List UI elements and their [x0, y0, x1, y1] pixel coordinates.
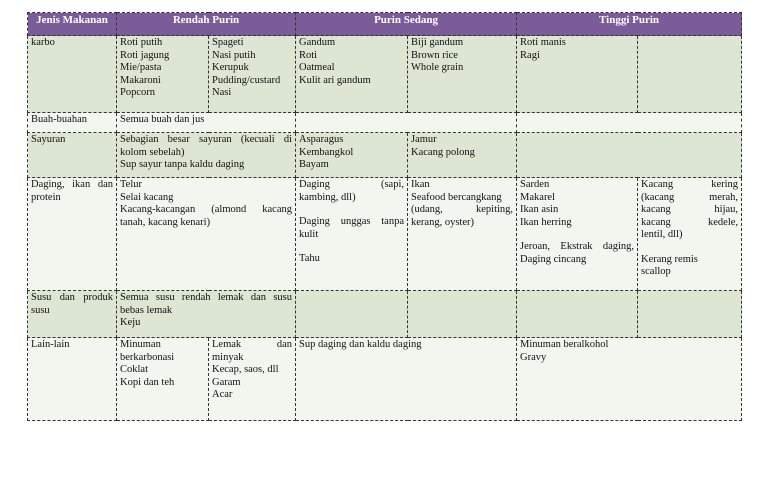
list-item: minyak — [212, 351, 244, 363]
list-item: Pudding/custard — [212, 74, 281, 86]
list-item: kulit — [299, 228, 319, 240]
list-item: Popcorn — [120, 87, 155, 98]
list-item: Gandum — [299, 37, 336, 48]
list-item: Acar — [212, 389, 233, 400]
list-item: Kacang-kacangan (almond kacang — [120, 204, 293, 215]
list-item: Minuman — [120, 339, 161, 350]
cell-susu-tinggi-2 — [638, 291, 742, 338]
row-label-line: susu — [31, 304, 50, 316]
cell-susu-sedang-1 — [296, 291, 408, 338]
list-item: Minuman beralkohol — [520, 339, 609, 350]
list-item: Daging cincang — [520, 253, 587, 265]
row-label-susu — [28, 291, 117, 338]
cell-karbo-tinggi-1 — [517, 36, 638, 113]
header-jenis-makanan: Jenis Makanan — [28, 13, 117, 36]
list-item: Kembangkol — [299, 146, 354, 158]
list-item: Nasi — [212, 87, 232, 98]
row-buah — [28, 113, 742, 133]
list-item: lentil, dll) — [641, 229, 683, 240]
row-label-line: protein — [31, 191, 61, 203]
cell-buah-rendah: Semua buah dan jus — [117, 113, 296, 133]
cell-sayuran-sedang-1 — [296, 133, 408, 178]
cell-buah-tinggi — [517, 113, 742, 133]
list-item: Ikan herring — [520, 216, 572, 228]
list-item: Mie/pasta — [120, 62, 162, 73]
list-item: Biji gandum — [411, 37, 464, 48]
list-item: Jeroan, Ekstrak daging, — [520, 241, 635, 252]
cell-daging-tinggi-2 — [638, 178, 742, 291]
list-item: Sebagian besar sayuran (kecuali di — [120, 134, 293, 145]
cell-karbo-rendah-1 — [117, 36, 209, 113]
list-item: Tahu — [299, 253, 320, 264]
row-label-buah: Buah-buahan — [28, 113, 117, 133]
row-label-karbo: karbo — [28, 36, 117, 113]
row-susu — [28, 291, 742, 338]
cell-daging-sedang-2 — [408, 178, 517, 291]
cell-daging-tinggi-1 — [517, 178, 638, 291]
cell-susu-sedang-2 — [408, 291, 517, 338]
row-label-lain: Lain-lain — [28, 338, 117, 421]
list-item: kacang kedele, — [641, 216, 739, 228]
list-item: scallop — [641, 266, 671, 277]
list-item: Asparagus — [299, 134, 344, 145]
list-item: kacang hijau, — [641, 204, 739, 215]
cell-daging-sedang-1 — [296, 178, 408, 291]
list-item: kambing, dll) — [299, 191, 356, 203]
row-sayuran — [28, 133, 742, 178]
list-item: (udang, kepiting, — [411, 204, 514, 215]
header-tinggi-purin: Tinggi Purin — [517, 13, 742, 36]
cell-karbo-rendah-2 — [209, 36, 296, 113]
cell-sayuran-tinggi — [517, 133, 742, 178]
list-item: kerang, oyster) — [411, 216, 474, 228]
list-item: Kacang kering — [641, 179, 739, 190]
list-item: Daging (sapi, — [299, 179, 405, 190]
list-item: Nasi putih — [212, 49, 256, 61]
list-item: Telur — [120, 179, 143, 190]
list-item: Kerang remis — [641, 253, 698, 265]
list-item: Lemak dan — [212, 339, 293, 350]
list-item: Bayam — [299, 159, 329, 170]
cell-karbo-sedang-2 — [408, 36, 517, 113]
header-rendah-purin: Rendah Purin — [117, 13, 296, 36]
list-item: Spageti — [212, 37, 244, 48]
cell-sayuran-rendah — [117, 133, 296, 178]
list-item: Whole grain — [411, 62, 464, 73]
row-karbo — [28, 36, 742, 113]
list-item: Garam — [212, 376, 241, 388]
cell-lain-sedang: Sup daging dan kaldu daging — [296, 338, 517, 421]
list-item: Makarel — [520, 191, 556, 203]
cell-karbo-tinggi-2 — [638, 36, 742, 113]
row-lain — [28, 338, 742, 421]
row-label-daging — [28, 178, 117, 291]
list-item: tanah, kacang kenari) — [120, 216, 211, 228]
cell-susu-rendah — [117, 291, 296, 338]
row-label-line: Susu dan produk — [31, 292, 113, 303]
list-item: (kacang merah, — [641, 191, 739, 203]
row-label-line: Daging, ikan dan — [31, 179, 113, 190]
list-item: berkarbonasi — [120, 351, 175, 363]
list-item: Kerupuk — [212, 62, 249, 73]
cell-karbo-sedang-1 — [296, 36, 408, 113]
list-item: Coklat — [120, 364, 148, 375]
list-item: Sarden — [520, 179, 550, 190]
list-item: Roti jagung — [120, 49, 170, 61]
list-item: Oatmeal — [299, 62, 335, 73]
list-item: Ikan asin — [520, 204, 559, 215]
list-item: Kecap, saos, dll — [212, 364, 279, 375]
list-item: Kacang polong — [411, 146, 475, 158]
list-item: kolom sebelah) — [120, 146, 185, 158]
list-item: Roti — [299, 49, 318, 61]
list-item: Sup sayur tanpa kaldu daging — [120, 159, 245, 170]
purine-table — [27, 12, 742, 421]
list-item: Kulit ari gandum — [299, 74, 371, 86]
cell-sayuran-sedang-2 — [408, 133, 517, 178]
list-item: Roti manis — [520, 37, 566, 48]
list-item: bebas lemak — [120, 304, 173, 316]
cell-lain-tinggi — [517, 338, 742, 421]
list-item: Semua susu rendah lemak dan susu — [120, 292, 293, 303]
list-item: Brown rice — [411, 49, 458, 61]
cell-lain-rendah-2 — [209, 338, 296, 421]
list-item: Ragi — [520, 49, 540, 61]
list-item: Roti putih — [120, 37, 163, 48]
list-item: Ikan — [411, 179, 430, 190]
cell-buah-sedang — [296, 113, 517, 133]
list-item: Seafood bercangkang — [411, 191, 502, 203]
cell-susu-tinggi-1 — [517, 291, 638, 338]
row-label-sayuran: Sayuran — [28, 133, 117, 178]
list-item: Gravy — [520, 351, 547, 363]
row-daging — [28, 178, 742, 291]
list-item: Keju — [120, 317, 141, 328]
list-item: Daging unggas tanpa — [299, 216, 405, 227]
header-purin-sedang: Purin Sedang — [296, 13, 517, 36]
header-row — [28, 13, 742, 36]
list-item: Kopi dan teh — [120, 376, 175, 388]
list-item: Selai kacang — [120, 191, 174, 203]
list-item: Makaroni — [120, 74, 161, 86]
cell-lain-rendah-1 — [117, 338, 209, 421]
cell-daging-rendah — [117, 178, 296, 291]
list-item: Jamur — [411, 134, 437, 145]
